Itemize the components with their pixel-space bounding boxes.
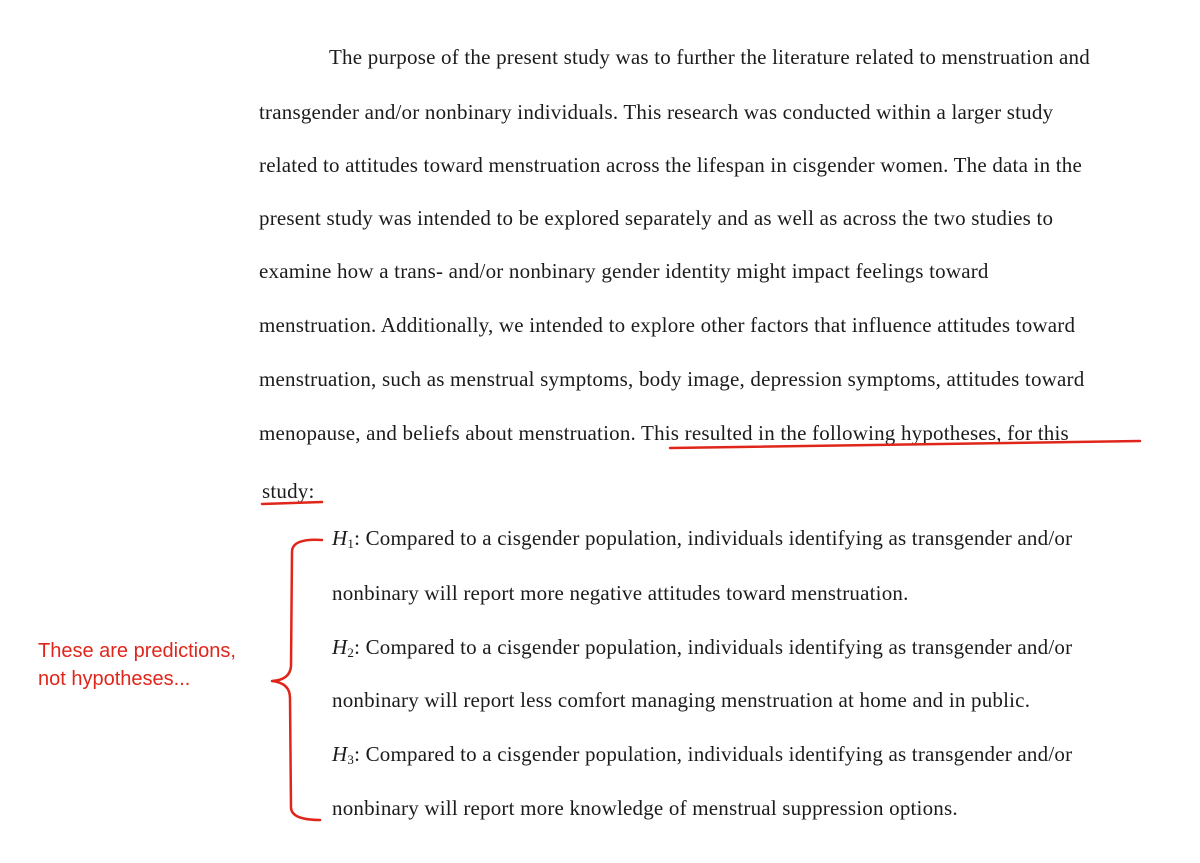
paragraph-line-8-plain: menopause, and beliefs about menstruation.	[259, 421, 642, 445]
hypothesis-2-label: $H_2$	[332, 635, 355, 660]
hypothesis-3-line-1: $H_3$: Compared to a cisgender population, individuals identifying as transgender and/or	[332, 742, 1073, 767]
underline-sentence-mark	[670, 441, 1140, 448]
hypothesis-1-line-2: nonbinary will report more negative attitudes toward menstruation.	[332, 581, 909, 605]
hypothesis-3-label: $H_3$	[332, 742, 355, 767]
annotation-line-1: These are predictions,	[38, 640, 236, 662]
hypothesis-3-line-2: nonbinary will report more knowledge of menstrual suppression options.	[332, 796, 958, 820]
annotation-line-2: not hypotheses...	[38, 668, 191, 690]
hypothesis-1-label: $H_1$	[332, 526, 355, 551]
underlined-sentence: This resulted in the following hypotheses, for this	[641, 421, 1069, 445]
paragraph-line-3: related to attitudes toward menstruation across the lifespan in cisgender women. The data in the	[259, 153, 1082, 177]
paragraph-line-1: The purpose of the present study was to further the literature related to menstruation and	[329, 45, 1090, 69]
paragraph-line-7: menstruation, such as menstrual symptoms, body image, depression symptoms, attitudes toward	[259, 367, 1085, 391]
paragraph-line-9: study:	[262, 479, 315, 503]
hypothesis-2-line-2: nonbinary will report less comfort managing menstruation at home and in public.	[332, 688, 1031, 712]
paragraph-line-6: menstruation. Additionally, we intended to explore other factors that influence attitudes toward	[259, 313, 1076, 337]
hypothesis-1-line-1: $H_1$: Compared to a cisgender population, individuals identifying as transgender and/or	[332, 526, 1073, 551]
curly-brace-mark	[272, 540, 322, 820]
paragraph-line-2: transgender and/or nonbinary individuals. This research was conducted within a larger study	[259, 100, 1054, 124]
paragraph-line-4: present study was intended to be explored separately and as well as across the two studies to	[259, 206, 1054, 230]
underline-study-mark	[262, 502, 322, 504]
hypothesis-2-line-1: $H_2$: Compared to a cisgender population, individuals identifying as transgender and/or	[332, 635, 1073, 660]
paragraph-line-5: examine how a trans- and/or nonbinary gender identity might impact feelings toward	[259, 259, 989, 283]
